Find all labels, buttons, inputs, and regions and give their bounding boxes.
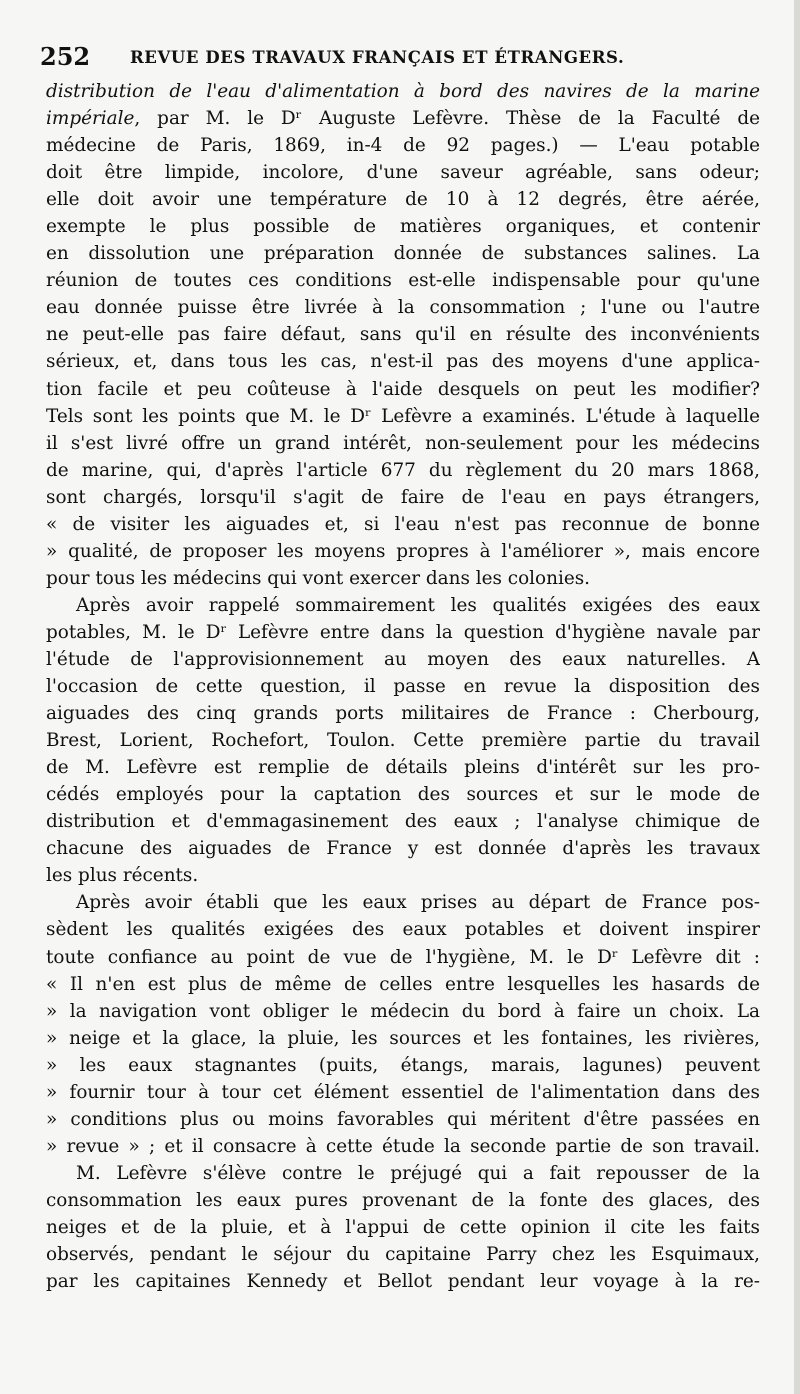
text-line xyxy=(46,321,760,348)
text-segment: » conditions plus ou moins favorables qui méritent d'être passées en xyxy=(46,1108,760,1130)
text-segment: par les capitaines Kennedy et Bellot pendant leur voyage à la re- xyxy=(46,1271,760,1293)
text-line xyxy=(46,538,760,565)
text-line xyxy=(46,673,760,700)
text-segment: » fournir tour à tour cet élément essentiel de l'alimentation dans des xyxy=(46,1081,760,1103)
text-line xyxy=(46,1187,760,1214)
text-line xyxy=(46,430,760,457)
text-line xyxy=(46,998,760,1025)
text-segment: sèdent les qualités exigées des eaux potables et doivent inspirer xyxy=(46,919,760,941)
running-title: REVUE DES TRAVAUX FRANÇAIS ET ÉTRANGERS. xyxy=(130,48,625,67)
page-number: 252 xyxy=(40,42,91,71)
text-segment: , par M. le Dʳ Auguste Lefèvre. Thèse de la Faculté de xyxy=(134,108,760,130)
text-segment: l'étude de l'approvisionnement au moyen des eaux naturelles. A xyxy=(46,648,760,670)
body-text xyxy=(46,78,760,1295)
text-line xyxy=(46,186,760,213)
text-segment: observés, pendant le séjour du capitaine Parry chez les Esquimaux, xyxy=(46,1244,760,1266)
text-segment: eau donnée puisse être livrée à la consommation ; l'une ou l'autre xyxy=(46,297,760,319)
text-line xyxy=(46,1106,760,1133)
text-line xyxy=(46,267,760,294)
text-line xyxy=(46,1241,760,1268)
text-segment: aiguades des cinq grands ports militaires de France : Cherbourg, xyxy=(46,703,760,725)
text-line xyxy=(46,889,760,916)
text-line xyxy=(46,916,760,943)
text-segment: de marine, qui, d'après l'article 677 du règlement du 20 mars 1868, xyxy=(46,459,760,481)
text-segment: consommation les eaux pures provenant de la fonte des glaces, des xyxy=(46,1189,760,1211)
text-segment: distribution et d'emmagasinement des eaux ; l'analyse chimique de xyxy=(46,811,760,833)
text-segment: Brest, Lorient, Rochefort, Toulon. Cette première partie du travail xyxy=(46,730,760,752)
text-segment: neiges et de la pluie, et à l'appui de cette opinion il cite les faits xyxy=(46,1216,760,1238)
text-line xyxy=(46,835,760,862)
text-segment: chacune des aiguades de France y est donnée d'après les travaux xyxy=(46,838,760,860)
text-segment: potables, M. le Dʳ Lefèvre entre dans la question d'hygiène navale par xyxy=(46,621,760,643)
text-line xyxy=(46,1133,760,1160)
text-segment: cédés employés pour la captation des sources et sur le mode de xyxy=(46,784,760,806)
text-segment: exempte le plus possible de matières organiques, et contenir xyxy=(46,216,760,238)
text-line xyxy=(46,862,760,889)
text-line xyxy=(46,294,760,321)
text-line xyxy=(46,484,760,511)
text-line xyxy=(46,78,760,105)
text-segment: l'occasion de cette question, il passe en revue la disposition des xyxy=(46,676,760,698)
text-segment: il s'est livré offre un grand intérêt, non-seulement pour les médecins xyxy=(46,432,760,454)
text-segment: Après avoir établi que les eaux prises au départ de France pos- xyxy=(76,892,760,914)
text-segment: » qualité, de proposer les moyens propres à l'améliorer », mais encore xyxy=(46,540,760,562)
text-segment: « Il n'en est plus de même de celles entre lesquelles les hasards de xyxy=(46,973,760,995)
text-line xyxy=(46,376,760,403)
text-line xyxy=(46,240,760,267)
text-line xyxy=(46,132,760,159)
text-segment: toute confiance au point de vue de l'hygiène, M. le Dʳ Lefèvre dit : xyxy=(46,946,760,968)
text-line xyxy=(46,105,760,132)
italic-text: impériale xyxy=(46,108,135,130)
text-segment: sont chargés, lorsqu'il s'agit de faire de l'eau en pays étrangers, xyxy=(46,486,760,508)
text-line xyxy=(46,727,760,754)
text-line xyxy=(46,1052,760,1079)
text-segment: en dissolution une préparation donnée de substances salines. La xyxy=(46,243,760,265)
text-line xyxy=(46,700,760,727)
text-segment: sérieux, et, dans tous les cas, n'est-il pas des moyens d'une applica- xyxy=(46,351,760,373)
text-line xyxy=(46,592,760,619)
text-segment: réunion de toutes ces conditions est-elle indispensable pour qu'une xyxy=(46,270,760,292)
text-line xyxy=(46,646,760,673)
text-segment: de M. Lefèvre est remplie de détails pleins d'intérêt sur les pro- xyxy=(46,757,760,779)
text-line xyxy=(46,1160,760,1187)
text-segment: les plus récents. xyxy=(46,865,199,887)
text-line xyxy=(46,971,760,998)
text-line xyxy=(46,403,760,430)
text-line xyxy=(46,1214,760,1241)
text-line xyxy=(46,348,760,375)
text-segment: tion facile et peu coûteuse à l'aide desquels on peut les modifier? xyxy=(46,378,760,400)
text-segment: » la navigation vont obliger le médecin du bord à faire un choix. La xyxy=(46,1000,760,1022)
text-line xyxy=(46,1268,760,1295)
text-line xyxy=(46,1025,760,1052)
text-segment: pour tous les médecins qui vont exercer dans les colonies. xyxy=(46,567,591,589)
text-segment: » les eaux stagnantes (puits, étangs, marais, lagunes) peuvent xyxy=(46,1054,760,1076)
text-line xyxy=(46,619,760,646)
text-line xyxy=(46,159,760,186)
text-line xyxy=(46,565,760,592)
text-line xyxy=(46,781,760,808)
text-line xyxy=(46,1079,760,1106)
text-line xyxy=(46,944,760,971)
italic-text: distribution de l'eau d'alimentation à bord des navires de la marine xyxy=(46,81,760,102)
text-segment: médecine de Paris, 1869, in-4 de 92 pages.) — L'eau potable xyxy=(46,135,760,157)
text-line xyxy=(46,754,760,781)
text-segment: ne peut-elle pas faire défaut, sans qu'il en résulte des inconvénients xyxy=(46,324,760,346)
text-line xyxy=(46,511,760,538)
text-segment: elle doit avoir une température de 10 à 12 degrés, être aérée, xyxy=(46,189,760,211)
text-line xyxy=(46,808,760,835)
text-segment: Après avoir rappelé sommairement les qualités exigées des eaux xyxy=(76,594,760,616)
text-segment: « de visiter les aiguades et, si l'eau n'est pas reconnue de bonne xyxy=(46,513,760,535)
text-line xyxy=(46,213,760,240)
page-header xyxy=(40,38,760,74)
text-segment: doit être limpide, incolore, d'une saveur agréable, sans odeur; xyxy=(46,162,760,184)
text-segment: » revue » ; et il consacre à cette étude la seconde partie de son travail. xyxy=(46,1135,760,1157)
text-segment: Tels sont les points que M. le Dʳ Lefèvre a examinés. L'étude à laquelle xyxy=(46,405,760,427)
text-segment: » neige et la glace, la pluie, les sources et les fontaines, les rivières, xyxy=(46,1027,760,1049)
text-line xyxy=(46,457,760,484)
text-segment: M. Lefèvre s'élève contre le préjugé qui a fait repousser de la xyxy=(76,1162,760,1184)
